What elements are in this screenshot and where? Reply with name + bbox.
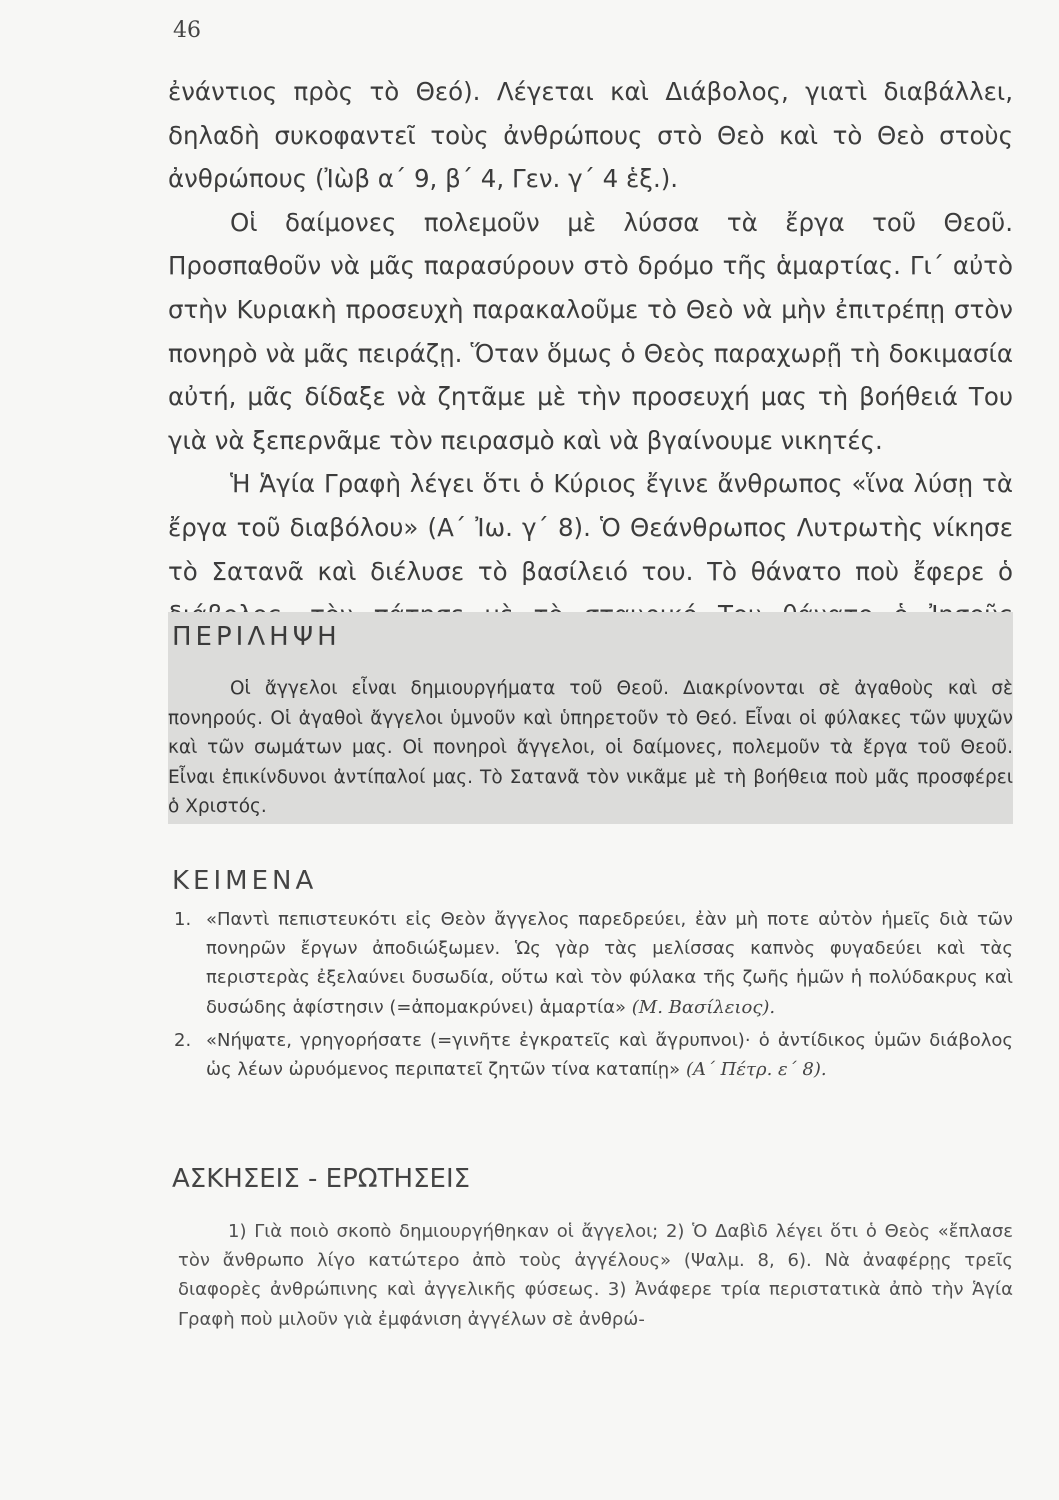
- exercises-heading: ΑΣΚΗΣΕΙΣ - ΕΡΩΤΗΣΕΙΣ: [172, 1164, 471, 1194]
- quote-list: [174, 905, 1013, 1088]
- body-text: [168, 70, 1013, 680]
- quote-number: 2.: [174, 1029, 192, 1051]
- body-paragraph: Ἡ Ἁγία Γραφὴ λέγει ὅτι ὁ Κύριος ἔγινε ἄνθρωπος «ἵνα λύσῃ τὰ ἔργα τοῦ διαβόλου» (Α΄ Ἰω. γ΄ 8). Ὁ Θεάνθρωπος Λυτρωτὴς νίκησε τὸ Σατανᾶ καὶ διέλυσε τὸ βασίλειό του. Τὸ θάνατο ποὺ ἔφερε ὁ: [168, 469, 1013, 586]
- exercises-text: 1) Γιὰ ποιὸ σκοπὸ δημιουργήθηκαν οἱ ἄγγελοι; 2) Ὁ Δαβὶδ λέγει ὅτι ὁ Θεὸς «ἔπλασε τὸν ἄνθρωπο λίγο κατώτερο ἀπὸ τοὺς ἀγγέλους» (Ψαλμ. 8, 6). Νὰ ἀναφέρῃς τρεῖς διαφορὲς ἀνθρώπινης καὶ ἀγγελικῆς φύσεως. 3) Ἀνάφερε τρία περιστατικὰ ἀπὸ τὴν Ἁγία Γραφὴ ποὺ μιλοῦν γιὰ ἐμφάνιση ἀγγέλων σὲ ἀνθρώ-: [178, 1221, 1013, 1330]
- quote-item: [174, 905, 1013, 1022]
- quote-text: «Νήψατε, γρηγορήσατε (=γινῆτε ἐγκρατεῖς καὶ ἄγρυπνοι)· ὁ ἀντίδικος ὑμῶν διάβολος ὡς λέων ὠρυόμενος περιπατεῖ ζητῶν τίνα καταπίῃ»: [206, 1029, 1013, 1081]
- summary-text: Οἱ ἄγγελοι εἶναι δημιουργήματα τοῦ Θεοῦ. Διακρίνονται σὲ ἀγαθοὺς καὶ σὲ πονηρούς. Οἱ ἀγαθοὶ ἄγγελοι ὑμνοῦν καὶ ὑπηρετοῦν τὸ Θεό. Εἶναι οἱ φύλακες τῶν ψυχῶν καὶ τῶν σωμάτων μας. Οἱ πονηροὶ ἄγγελοι, οἱ δαίμονες, πολεμοῦν τὰ ἔργα τοῦ Θεοῦ. Εἶναι ἐπικίνδυνοι ἀντίπαλοί μας. Τὸ Σατανᾶ τὸν νικᾶμε μὲ τὴ βοήθεια ποὺ μᾶς προσφέρει ὁ Χριστός.: [168, 678, 1013, 818]
- quote-item: [174, 1026, 1013, 1084]
- texts-heading: ΚΕΙΜΕΝΑ: [172, 866, 318, 896]
- body-paragraph: Οἱ δαίμονες πολεμοῦν μὲ λύσσα τὰ ἔργα τοῦ Θεοῦ. Προσπαθοῦν νὰ μᾶς παρασύρουν στὸ δρόμο τῆς ἁμαρτίας. Γι΄ αὐτὸ στὴν Κυριακὴ προσευχὴ παρακαλοῦμε τὸ Θεὸ νὰ μὴν ἐπιτρέπῃ στὸν πονηρὸ νὰ μᾶς πειράζῃ. Ὅταν ὅμως ὁ Θεὸς παραχωρῇ τὴ δοκιμασία αὐτή, μᾶς δίδαξε νὰ ζητᾶμε μὲ τὴν προσευχή μας τὴ βοήθειά Του γιὰ νὰ ξεπερνᾶμε τὸν πειρασμὸ καὶ νὰ βγαίνουμε νικητές.: [168, 207, 1013, 455]
- quote-citation: (Μ. Βασίλειος).: [631, 996, 776, 1018]
- quote-text: «Παντὶ πεπιστευκότι εἰς Θεὸν ἄγγελος παρεδρεύει, ἐὰν μὴ ποτε αὐτὸν ἡμεῖς διὰ τῶν πονηρῶν ἔργων ἀποδιώξωμεν. Ὡς γὰρ τὰς μελίσσας καπνὸς φυγαδεύει καὶ τὰς περιστερὰς ἐξελαύνει δυσωδία, οὕτω καὶ τὸν φύλακα τῆς ζωῆς ἡμῶν ἡ πολύδακρυς καὶ δυσώδης ἁφίστησιν (=ἀπομακρύνει) ἁμαρτία»: [206, 909, 1013, 1018]
- page-number: 46: [173, 18, 201, 43]
- body-paragraph: ἐνάντιος πρὸς τὸ Θεό). Λέγεται καὶ Διάβολος, γιατὶ διαβάλλει, δηλαδὴ συκοφαντεῖ τοὺς ἀνθρώπους στὸ Θεὸ καὶ τὸ Θεὸ στοὺς ἀνθρώπους (Ἰὼβ α΄ 9, β΄ 4, Γεν. γ΄ 4 ἑξ.).: [168, 77, 1013, 194]
- quote-number: 1.: [174, 909, 192, 930]
- quote-citation: (Α΄ Πέτρ. ε΄ 8).: [685, 1059, 827, 1081]
- summary-heading: ΠΕΡΙΛΗΨΗ: [172, 622, 341, 652]
- summary-box: [168, 612, 1013, 824]
